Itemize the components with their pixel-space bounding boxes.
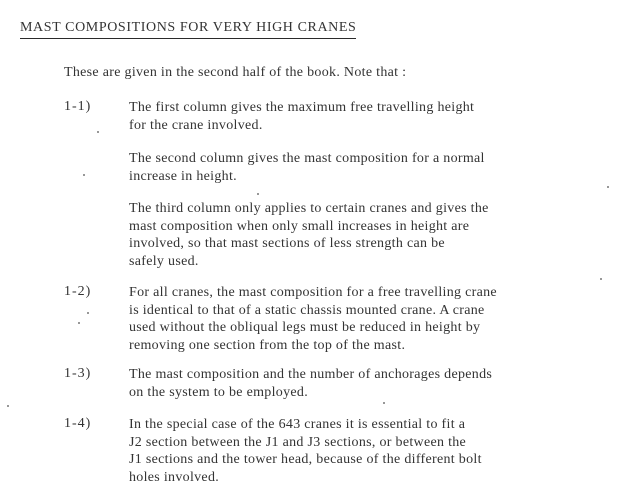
item-1-1-paragraph-3 [129,200,489,270]
scan-speck [83,174,85,176]
scan-speck [97,131,99,133]
scan-speck [383,402,385,404]
item-number-1-4: 1-4) [64,416,92,431]
page-title: MAST COMPOSITIONS FOR VERY HIGH CRANES [20,20,356,39]
text-line: J2 section between the J1 and J3 sections, or between the [129,434,467,450]
item-1-1-paragraph-2 [129,150,485,185]
text-line: on the system to be employed. [129,384,309,400]
intro-text: These are given in the second half of the book. Note that : [64,65,407,80]
text-line: removing one section from the top of the mast. [129,337,406,353]
item-1-3-paragraph [129,366,492,401]
text-line: is identical to that of a static chassis mounted crane. A crane [129,302,485,318]
text-line: involved, so that mast sections of less strength can be [129,236,445,251]
scan-speck [257,193,259,195]
text-line: for the crane involved. [129,117,263,133]
item-1-1-paragraph-1 [129,99,474,134]
text-line: holes involved. [129,469,220,485]
item-1-4-paragraph [129,416,482,486]
text-line: J1 sections and the tower head, because of the different bolt [129,452,482,467]
scan-speck [78,322,80,324]
text-line: increase in height. [129,168,237,184]
scan-speck [600,278,602,280]
text-line: mast composition when only small increases in height are [129,218,470,234]
text-line: In the special case of the 643 cranes it is essential to fit a [129,417,466,432]
item-number-1-2: 1-2) [64,284,92,299]
text-line: used without the obliqual legs must be reduced in height by [129,320,481,335]
text-line: The second column gives the mast composition for a normal [129,151,485,166]
scan-speck [7,405,9,407]
text-line: safely used. [129,253,199,269]
scan-speck [607,186,609,188]
scan-speck [87,312,89,314]
item-number-1-3: 1-3) [64,366,92,381]
item-1-2-paragraph [129,284,497,354]
text-line: The third column only applies to certain cranes and gives the [129,201,489,216]
text-line: For all cranes, the mast composition for a free travelling crane [129,285,497,300]
text-line: The mast composition and the number of anchorages depends [129,367,493,382]
item-number-1-1: 1-1) [64,99,92,114]
text-line: The first column gives the maximum free travelling height [129,100,475,115]
